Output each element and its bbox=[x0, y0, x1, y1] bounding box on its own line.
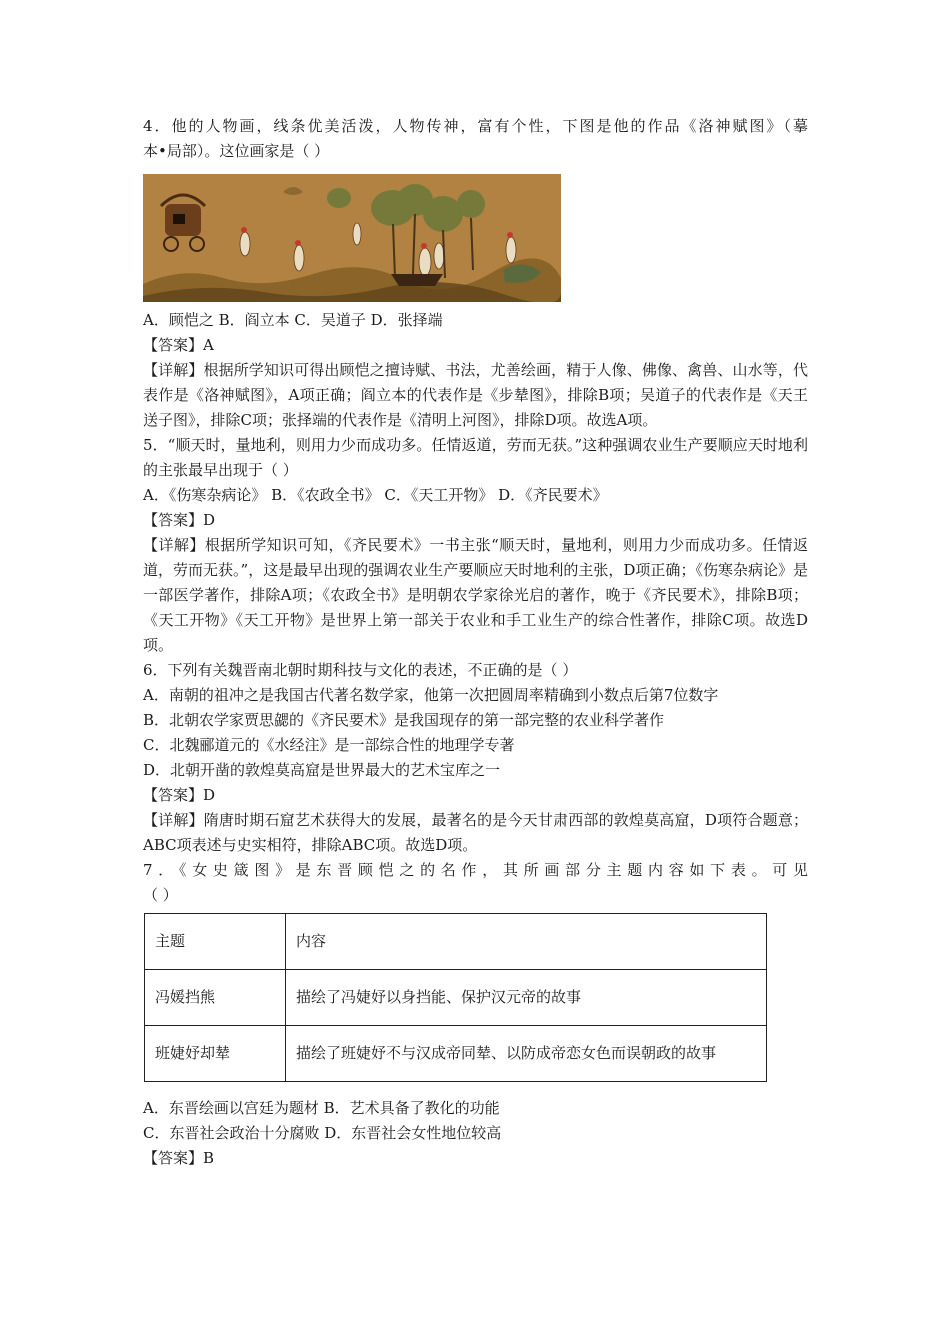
table-cell: 描绘了冯婕妤以身挡能、保护汉元帝的故事 bbox=[286, 970, 767, 1026]
q7-stem-line2: （ ） bbox=[143, 886, 178, 904]
q7-options-line1: A．东晋绘画以宫廷为题材 B．艺术具备了教化的功能 bbox=[143, 1099, 500, 1117]
q5-answer: 【答案】D bbox=[143, 511, 216, 529]
q4-answer: 【答案】A bbox=[143, 336, 214, 354]
q4-stem-line1: 4．他的人物画，线条优美活泼，人物传神，富有个性，下图是他的作品《洛神赋图》（摹 bbox=[143, 117, 808, 135]
table-row bbox=[145, 970, 767, 1026]
table-cell: 描绘了班婕妤不与汉成帝同辇、以防成帝恋女色而误朝政的故事 bbox=[286, 1026, 767, 1082]
q7-answer: 【答案】B bbox=[143, 1149, 215, 1167]
table-cell: 班婕妤却辇 bbox=[145, 1026, 286, 1082]
q5-options: A．《伤寒杂病论》 B．《农政全书》 C．《天工开物》 D．《齐民要术》 bbox=[143, 486, 608, 504]
q6-stem: 6．下列有关魏晋南北朝时期科技与文化的表述，不正确的是（ ） bbox=[143, 661, 578, 679]
luoshen-painting-image bbox=[143, 174, 561, 302]
q6-answer: 【答案】D bbox=[143, 786, 216, 804]
q6-option-a: A．南朝的祖冲之是我国古代著名数学家，他第一次把圆周率精确到小数点后第7位数字 bbox=[143, 686, 719, 704]
table-row bbox=[145, 1026, 767, 1082]
q6-explanation: 【详解】隋唐时期石窟艺术获得大的发展，最著名的是今天甘肃西部的敦煌莫高窟，D项符合题意；ABC项表述与史实相符，排除ABC项。故选D项。 bbox=[143, 811, 808, 854]
q4-explanation: 【详解】根据所学知识可得出顾恺之擅诗赋、书法，尤善绘画，精于人像、佛像、禽兽、山水等，代表作是《洛神赋图》，A项正确；阎立本的代表作是《步辇图》，排除B项；吴道子的代表作是《天王送子图》，排除C项；张择端的代表作是《清明上河图》，排除D项。故选A项。 bbox=[143, 361, 808, 429]
question-content bbox=[143, 114, 808, 1171]
q7-options-line2: C．东晋社会政治十分腐败 D．东晋社会女性地位较高 bbox=[143, 1124, 502, 1142]
table-header-cell: 内容 bbox=[286, 914, 767, 970]
q5-explanation: 【详解】根据所学知识可知，《齐民要术》一书主张“顺天时，量地利，则用力少而成功多。任情返道，劳而无获。”，这是最早出现的强调农业生产要顺应天时地利的主张，D项正确；《伤寒杂病论》是一部医学著作，排除A项；《农政全书》是明朝农学家徐光启的著作，晚于《齐民要术》，排除B项；《天工开物》《天工开物》是世界上第一部关于农业和手工业生产的综合性著作，排除C项。故选D项。 bbox=[143, 536, 808, 654]
q7-stem-line1: 7．《女史箴图》是东晋顾恺之的名作，其所画部分主题内容如下表。可见 bbox=[143, 861, 808, 879]
q7-topic-table bbox=[144, 913, 767, 1082]
q5-stem: 5．“顺天时，量地利，则用力少而成功多。任情返道，劳而无获。”这种强调农业生产要顺应天时地利的主张最早出现于（ ） bbox=[143, 436, 808, 479]
q6-option-c: C．北魏郦道元的《水经注》是一部综合性的地理学专著 bbox=[143, 736, 515, 754]
q4-options: A．顾恺之 B．阎立本 C．吴道子 D．张择端 bbox=[143, 311, 443, 329]
q4-stem-line2: 本•局部）。这位画家是（ ） bbox=[143, 142, 330, 160]
q6-option-d: D．北朝开凿的敦煌莫高窟是世界最大的艺术宝库之一 bbox=[143, 761, 501, 779]
table-header-cell: 主题 bbox=[145, 914, 286, 970]
q6-option-b: B．北朝农学家贾思勰的《齐民要术》是我国现存的第一部完整的农业科学著作 bbox=[143, 711, 665, 729]
table-header-row bbox=[145, 914, 767, 970]
table-cell: 冯媛挡熊 bbox=[145, 970, 286, 1026]
